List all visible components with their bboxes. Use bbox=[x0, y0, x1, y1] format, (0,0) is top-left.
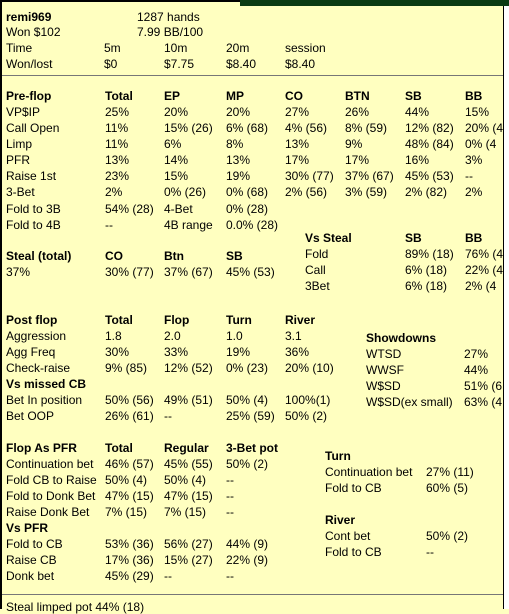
period-5m: 5m bbox=[104, 41, 121, 55]
showdown-row-label: W$SD bbox=[366, 379, 401, 393]
postflop-row-value: 19% bbox=[226, 345, 251, 359]
flop-pfr-row-label: Raise Donk Bet bbox=[6, 505, 90, 519]
won-lost-label: Won/lost bbox=[6, 57, 53, 71]
preflop-row-value: 45% (53) bbox=[405, 169, 454, 183]
preflop-header: EP bbox=[164, 89, 181, 103]
divider-bottom bbox=[2, 594, 503, 595]
steal-limped-pot: Steal limped pot 44% (18) bbox=[6, 600, 145, 614]
preflop-row-value: 8% bbox=[226, 137, 244, 151]
player-name: remi969 bbox=[6, 10, 52, 24]
steal-total: 37% bbox=[6, 265, 31, 279]
won-lost-session: $8.40 bbox=[285, 57, 316, 71]
preflop-row-value: 11% bbox=[105, 137, 129, 151]
preflop-row-value: 20% bbox=[164, 105, 189, 119]
preflop-row-value: 13% bbox=[105, 153, 130, 167]
preflop-row-value: 13% bbox=[226, 153, 251, 167]
preflop-header: SB bbox=[405, 89, 422, 103]
turn-row-value: 27% (11) bbox=[426, 465, 474, 479]
preflop-row-value: 17% bbox=[345, 153, 370, 167]
preflop-row-value: 48% (84) bbox=[405, 137, 454, 151]
postflop-title: Post flop bbox=[6, 313, 58, 327]
panel-border-left bbox=[0, 0, 2, 609]
vs-pfr-row-value: 22% (9) bbox=[226, 553, 269, 567]
steal-co: 30% (77) bbox=[105, 265, 154, 279]
flop-pfr-row-label: Continuation bet bbox=[6, 457, 94, 471]
flop-pfr-header-3bet: 3-Bet pot bbox=[226, 441, 278, 455]
vs-steal-row-value: 6% (18) bbox=[405, 263, 448, 277]
four-bet-label: 4-Bet bbox=[164, 202, 193, 216]
flop-pfr-row-value: -- bbox=[226, 489, 234, 503]
vs-pfr-row-value: 45% (29) bbox=[105, 569, 154, 583]
flop-pfr-row-value: 7% (15) bbox=[105, 505, 148, 519]
showdown-row-value: 63% (4 bbox=[464, 395, 503, 409]
won-amount: Won $102 bbox=[6, 25, 61, 39]
vs-steal-header-sb: SB bbox=[405, 231, 422, 245]
preflop-row-value: 6% bbox=[164, 137, 182, 151]
river-row-value: 50% (2) bbox=[426, 529, 469, 543]
hands-count: 1287 hands bbox=[137, 10, 200, 24]
preflop-row-value: 13% bbox=[285, 137, 310, 151]
preflop-row-label: VP$IP bbox=[6, 105, 41, 119]
preflop-row-label: PFR bbox=[6, 153, 30, 167]
preflop-row-value: 2% bbox=[105, 185, 123, 199]
preflop-row-value: 44% bbox=[405, 105, 430, 119]
preflop-row-value: 30% (77) bbox=[285, 169, 334, 183]
vs-pfr-row-value: 53% (36) bbox=[105, 537, 154, 551]
postflop-header: Total bbox=[105, 313, 133, 327]
preflop-header: BTN bbox=[345, 89, 370, 103]
showdowns-title: Showdowns bbox=[366, 331, 436, 345]
background-right-edge bbox=[504, 6, 509, 609]
preflop-row-value: 2% (82) bbox=[405, 185, 448, 199]
preflop-row-value: 23% bbox=[105, 169, 130, 183]
flop-pfr-header-total: Total bbox=[105, 441, 133, 455]
turn-row-label: Continuation bet bbox=[325, 465, 413, 479]
fold-to-4b-label: Fold to 4B bbox=[6, 218, 61, 232]
preflop-row-value: 37% (67) bbox=[345, 169, 394, 183]
vs-missed-cb-row-value: 100%(1) bbox=[285, 393, 331, 407]
vs-steal-row-value: 76% (4 bbox=[465, 247, 504, 261]
preflop-row-value: 14% bbox=[164, 153, 189, 167]
showdown-row-value: 51% (6 bbox=[464, 379, 503, 393]
postflop-row-value: 1.0 bbox=[226, 329, 243, 343]
period-20m: 20m bbox=[226, 41, 250, 55]
postflop-row-value: 1.8 bbox=[105, 329, 122, 343]
flop-pfr-row-value: 47% (15) bbox=[105, 489, 154, 503]
preflop-row-value: 0% (68) bbox=[226, 185, 269, 199]
vs-steal-row-value: 89% (18) bbox=[405, 247, 454, 261]
won-lost-20m: $8.40 bbox=[226, 57, 257, 71]
preflop-title: Pre-flop bbox=[6, 89, 52, 103]
steal-header-btn: Btn bbox=[164, 249, 184, 263]
won-lost-5m: $0 bbox=[104, 57, 118, 71]
preflop-row-value: 16% bbox=[405, 153, 430, 167]
preflop-row-label: Raise 1st bbox=[6, 169, 57, 183]
preflop-header: Total bbox=[105, 89, 133, 103]
steal-title: Steal (total) bbox=[6, 249, 72, 263]
preflop-row-value: 2% bbox=[465, 185, 483, 199]
four-bet-range-label: 4B range bbox=[164, 218, 213, 232]
won-lost-10m: $7.75 bbox=[164, 57, 195, 71]
turn-row-label: Fold to CB bbox=[325, 481, 382, 495]
steal-btn: 37% (67) bbox=[164, 265, 213, 279]
steal-header-sb: SB bbox=[226, 249, 243, 263]
flop-pfr-row-value: 50% (4) bbox=[105, 473, 148, 487]
showdown-row-label: WWSF bbox=[366, 363, 404, 377]
postflop-row-value: 3.1 bbox=[285, 329, 302, 343]
preflop-header: BB bbox=[465, 89, 483, 103]
vs-missed-cb-row-label: Bet OOP bbox=[6, 409, 55, 423]
bb-per-100: 7.99 BB/100 bbox=[137, 25, 204, 39]
preflop-row-label: 3-Bet bbox=[6, 185, 35, 199]
preflop-row-value: 15% bbox=[465, 105, 490, 119]
river-row-value: -- bbox=[426, 545, 434, 559]
time-label: Time bbox=[6, 41, 33, 55]
preflop-row-value: 20% bbox=[226, 105, 251, 119]
preflop-row-value: 3% (59) bbox=[345, 185, 388, 199]
flop-pfr-row-value: 46% (57) bbox=[105, 457, 154, 471]
postflop-row-value: 0% (23) bbox=[226, 361, 269, 375]
vs-pfr-row-value: -- bbox=[226, 569, 234, 583]
preflop-row-value: 2% (56) bbox=[285, 185, 328, 199]
river-row-label: Cont bet bbox=[325, 529, 371, 543]
vs-pfr-row-value: 56% (27) bbox=[164, 537, 213, 551]
vs-missed-cb-row-value: -- bbox=[164, 409, 172, 423]
vs-missed-cb-row-value: 49% (51) bbox=[164, 393, 213, 407]
showdown-row-value: 27% bbox=[464, 347, 489, 361]
postflop-row-label: Aggression bbox=[6, 329, 67, 343]
postflop-row-value: 2.0 bbox=[164, 329, 181, 343]
vs-pfr-row-value: 15% (27) bbox=[164, 553, 213, 567]
flop-pfr-row-label: Fold to Donk Bet bbox=[6, 489, 96, 503]
background-table-strip bbox=[240, 0, 509, 6]
period-10m: 10m bbox=[164, 41, 188, 55]
period-session: session bbox=[285, 41, 326, 55]
preflop-row-value: 4% (56) bbox=[285, 121, 328, 135]
preflop-row-value: 25% bbox=[105, 105, 130, 119]
postflop-header: Turn bbox=[226, 313, 252, 327]
preflop-row-value: 27% bbox=[285, 105, 310, 119]
flop-pfr-title: Flop As PFR bbox=[6, 441, 77, 455]
panel-border-right bbox=[503, 6, 504, 609]
postflop-row-value: 9% (85) bbox=[105, 361, 148, 375]
vs-missed-cb-row-value: 50% (2) bbox=[285, 409, 328, 423]
preflop-row-value: 0% (26) bbox=[164, 185, 207, 199]
preflop-row-value: 0% (4 bbox=[465, 137, 497, 151]
preflop-row-value: 20% (4 bbox=[465, 121, 504, 135]
preflop-row-value: -- bbox=[465, 169, 473, 183]
vs-pfr-row-label: Fold to CB bbox=[6, 537, 63, 551]
preflop-row-value: 15% (26) bbox=[164, 121, 213, 135]
flop-pfr-row-value: 47% (15) bbox=[164, 489, 213, 503]
vs-pfr-row-value: -- bbox=[164, 569, 172, 583]
panel-border-top bbox=[0, 0, 240, 2]
vs-pfr-row-value: 44% (9) bbox=[226, 537, 269, 551]
turn-row-value: 60% (5) bbox=[426, 481, 469, 495]
preflop-row-label: Limp bbox=[6, 137, 33, 151]
showdown-row-label: WTSD bbox=[366, 347, 402, 361]
postflop-row-value: 20% (10) bbox=[285, 361, 334, 375]
fold-to-3b-total: 54% (28) bbox=[105, 202, 154, 216]
fold-to-3b-label: Fold to 3B bbox=[6, 202, 61, 216]
divider bbox=[2, 75, 503, 76]
vs-missed-cb-row-value: 25% (59) bbox=[226, 409, 275, 423]
steal-sb: 45% (53) bbox=[226, 265, 275, 279]
postflop-row-value: 33% bbox=[164, 345, 189, 359]
preflop-header: MP bbox=[226, 89, 244, 103]
showdown-row-value: 44% bbox=[464, 363, 489, 377]
vs-missed-cb-row-value: 50% (4) bbox=[226, 393, 269, 407]
vs-steal-header-bb: BB bbox=[465, 231, 483, 245]
flop-pfr-row-value: -- bbox=[226, 505, 234, 519]
flop-pfr-row-value: 50% (4) bbox=[164, 473, 207, 487]
vs-pfr-title: Vs PFR bbox=[6, 521, 49, 535]
vs-steal-row-label: Fold bbox=[305, 247, 329, 261]
preflop-row-value: 6% (68) bbox=[226, 121, 269, 135]
postflop-row-value: 30% bbox=[105, 345, 130, 359]
river-row-label: Fold to CB bbox=[325, 545, 382, 559]
preflop-row-value: 3% bbox=[465, 153, 483, 167]
postflop-row-label: Check-raise bbox=[6, 361, 71, 375]
flop-pfr-header-regular: Regular bbox=[164, 441, 209, 455]
flop-pfr-row-value: 45% (55) bbox=[164, 457, 213, 471]
vs-missed-cb-row-value: 26% (61) bbox=[105, 409, 154, 423]
vs-steal-row-label: 3Bet bbox=[305, 279, 330, 293]
preflop-row-value: 9% bbox=[345, 137, 363, 151]
vs-missed-cb-title: Vs missed CB bbox=[6, 377, 87, 391]
vs-pfr-row-value: 17% (36) bbox=[105, 553, 154, 567]
vs-steal-row-label: Call bbox=[305, 263, 326, 277]
vs-steal-row-value: 6% (18) bbox=[405, 279, 448, 293]
postflop-row-value: 12% (52) bbox=[164, 361, 213, 375]
vs-pfr-row-label: Donk bet bbox=[6, 569, 55, 583]
steal-header-co: CO bbox=[105, 249, 123, 263]
flop-pfr-row-label: Fold CB to Raise bbox=[6, 473, 97, 487]
vs-steal-title: Vs Steal bbox=[305, 231, 352, 245]
preflop-row-value: 19% bbox=[226, 169, 251, 183]
preflop-header: CO bbox=[285, 89, 303, 103]
preflop-row-value: 8% (59) bbox=[345, 121, 388, 135]
vs-steal-row-value: 22% (4 bbox=[465, 263, 504, 277]
flop-pfr-row-value: 50% (2) bbox=[226, 457, 269, 471]
fold-to-4b-total: -- bbox=[105, 218, 113, 232]
four-bet-value: 0% (28) bbox=[226, 202, 269, 216]
preflop-row-value: 17% bbox=[285, 153, 310, 167]
preflop-row-value: 12% (82) bbox=[405, 121, 454, 135]
showdown-row-label: W$SD(ex small) bbox=[366, 395, 453, 409]
vs-pfr-row-label: Raise CB bbox=[6, 553, 57, 567]
flop-pfr-row-value: 7% (15) bbox=[164, 505, 207, 519]
preflop-row-value: 11% bbox=[105, 121, 129, 135]
postflop-row-label: Agg Freq bbox=[6, 345, 56, 359]
turn-title: Turn bbox=[325, 449, 351, 463]
vs-missed-cb-row-label: Bet In position bbox=[6, 393, 83, 407]
flop-pfr-row-value: -- bbox=[226, 473, 234, 487]
postflop-header: Flop bbox=[164, 313, 190, 327]
preflop-row-label: Call Open bbox=[6, 121, 60, 135]
vs-steal-row-value: 2% (4 bbox=[465, 279, 497, 293]
vs-missed-cb-row-value: 50% (56) bbox=[105, 393, 154, 407]
preflop-row-value: 15% bbox=[164, 169, 189, 183]
preflop-row-value: 26% bbox=[345, 105, 370, 119]
river-title: River bbox=[325, 513, 356, 527]
four-bet-range-value: 0.0% (28) bbox=[226, 218, 279, 232]
postflop-header: River bbox=[285, 313, 316, 327]
postflop-row-value: 36% bbox=[285, 345, 310, 359]
